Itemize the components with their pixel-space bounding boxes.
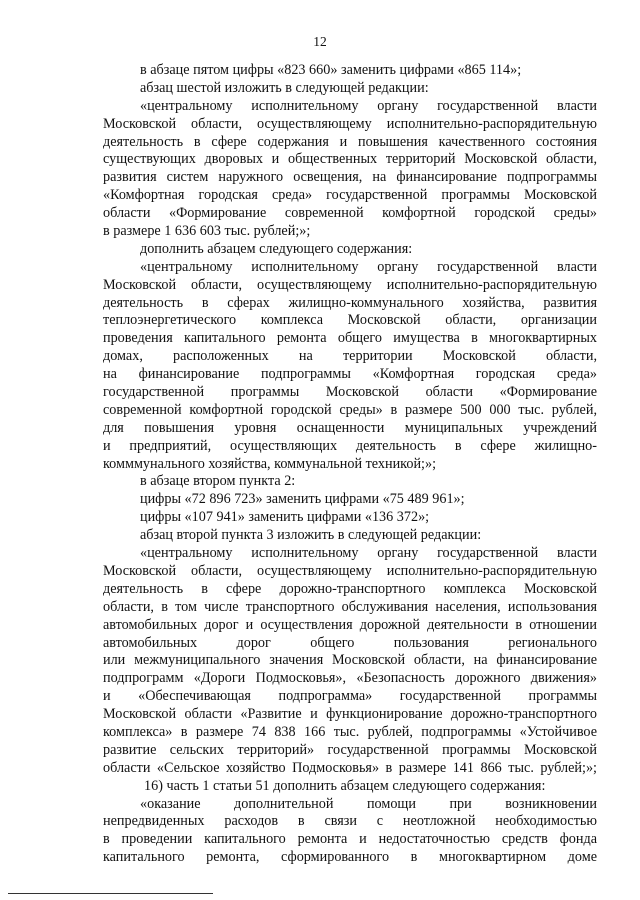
text-line: в размере 1 636 603 тыс. рублей;»;: [103, 223, 311, 240]
text-line: комплекса» в размере 74 838 166 тыс. рублей, подпрограммы «Устойчивое: [103, 723, 597, 740]
text-line: домах, расположенных на территории Московской области,: [103, 348, 597, 365]
text-line: деятельность в сфере содержания и повышения качественного состояния: [103, 133, 597, 150]
text-line: «центральному исполнительному органу государственной власти: [140, 545, 597, 562]
text-line: области «Формирование современной комфортной городской среды»: [103, 205, 597, 222]
text-line: области, в том числе транспортного обслуживания населения, использования: [103, 598, 597, 615]
text-line: комммунального хозяйства, коммунальной техникой;»;: [103, 455, 437, 472]
text-line: непредвиденных расходов в связи с неотложной необходимостью: [103, 813, 597, 830]
text-line: капитального ремонта, сформированного в многоквартирном доме: [103, 849, 597, 866]
document-body: [103, 62, 597, 867]
text-line: проведения капитального ремонта общего имущества в многоквартирных: [103, 330, 597, 347]
text-line: Московской области, осуществляющему исполнительно-распорядительную: [103, 115, 597, 132]
text-line: существующих дворовых и общественных территорий Московской области,: [103, 151, 597, 168]
text-line: современной комфортной городской среды» в размере 500 000 тыс. рублей,: [103, 401, 597, 418]
text-line: деятельность в сфере дорожно-транспортного комплекса Московской: [103, 580, 597, 597]
text-line: дополнить абзацем следующего содержания:: [140, 240, 413, 257]
text-line: «центральному исполнительному органу государственной власти: [140, 258, 597, 275]
page-number: 12: [313, 34, 327, 49]
text-line: деятельность в сферах жилищно-коммунального хозяйства, развития: [103, 294, 597, 311]
text-line: для повышения уровня оснащенности муниципальных учреждений: [103, 419, 597, 436]
text-line: развитие сельских территорий» государственной программы Московской: [103, 741, 597, 758]
text-line: в абзаце пятом цифры «823 660» заменить цифрами «865 114»;: [140, 62, 522, 78]
text-line: «Комфортная городская среда» государственной программы Московской: [103, 187, 597, 204]
bottom-rule: [8, 893, 213, 894]
text-line: Московской области, осуществляющему исполнительно-распорядительную: [103, 276, 597, 293]
text-line: развития систем наружного освещения, на финансирование подпрограммы: [103, 169, 597, 186]
text-line: в проведении капитального ремонта и недостаточностью средств фонда: [103, 831, 597, 848]
text-line: государственной программы Московской области «Формирование: [103, 384, 597, 401]
text-line: автомобильных дорог и осуществления дорожной деятельности в отношении: [103, 616, 597, 633]
text-line: и «Обеспечивающая подпрограмма» государственной программы: [103, 688, 597, 705]
text-line: абзац шестой изложить в следующей редакции:: [140, 79, 429, 96]
text-line: Московской области, осуществляющему исполнительно-распорядительную: [103, 562, 597, 579]
text-line: теплоэнергетического комплекса Московской области, организации: [103, 312, 597, 329]
text-line: или межмуниципального значения Московской области, на финансирование: [103, 652, 597, 669]
text-line: области «Сельское хозяйство Подмосковья» в размере 141 866 тыс. рублей;»;: [103, 759, 597, 776]
text-line: в абзаце втором пункта 2:: [140, 473, 296, 490]
text-line: «оказание дополнительной помощи при возникновении: [140, 795, 597, 812]
text-line: на финансирование подпрограммы «Комфортная городская среда»: [103, 366, 597, 383]
text-line: цифры «72 896 723» заменить цифрами «75 489 961»;: [140, 491, 465, 508]
text-line: абзац второй пункта 3 изложить в следующей редакции:: [140, 527, 482, 544]
text-line: автомобильных дорог общего пользования регионального: [103, 634, 597, 651]
text-line: подпрограмм «Дороги Подмосковья», «Безопасность дорожного движения»: [103, 670, 597, 687]
text-line: «центральному исполнительному органу государственной власти: [140, 97, 597, 114]
text-line: 16) часть 1 статьи 51 дополнить абзацем следующего содержания:: [144, 777, 546, 794]
text-line: Московской области «Развитие и функционирование дорожно-транспортного: [103, 706, 597, 723]
text-line: и предприятий, осуществляющих деятельность в сфере жилищно-: [103, 437, 597, 454]
text-line: цифры «107 941» заменить цифрами «136 372»;: [140, 509, 430, 526]
